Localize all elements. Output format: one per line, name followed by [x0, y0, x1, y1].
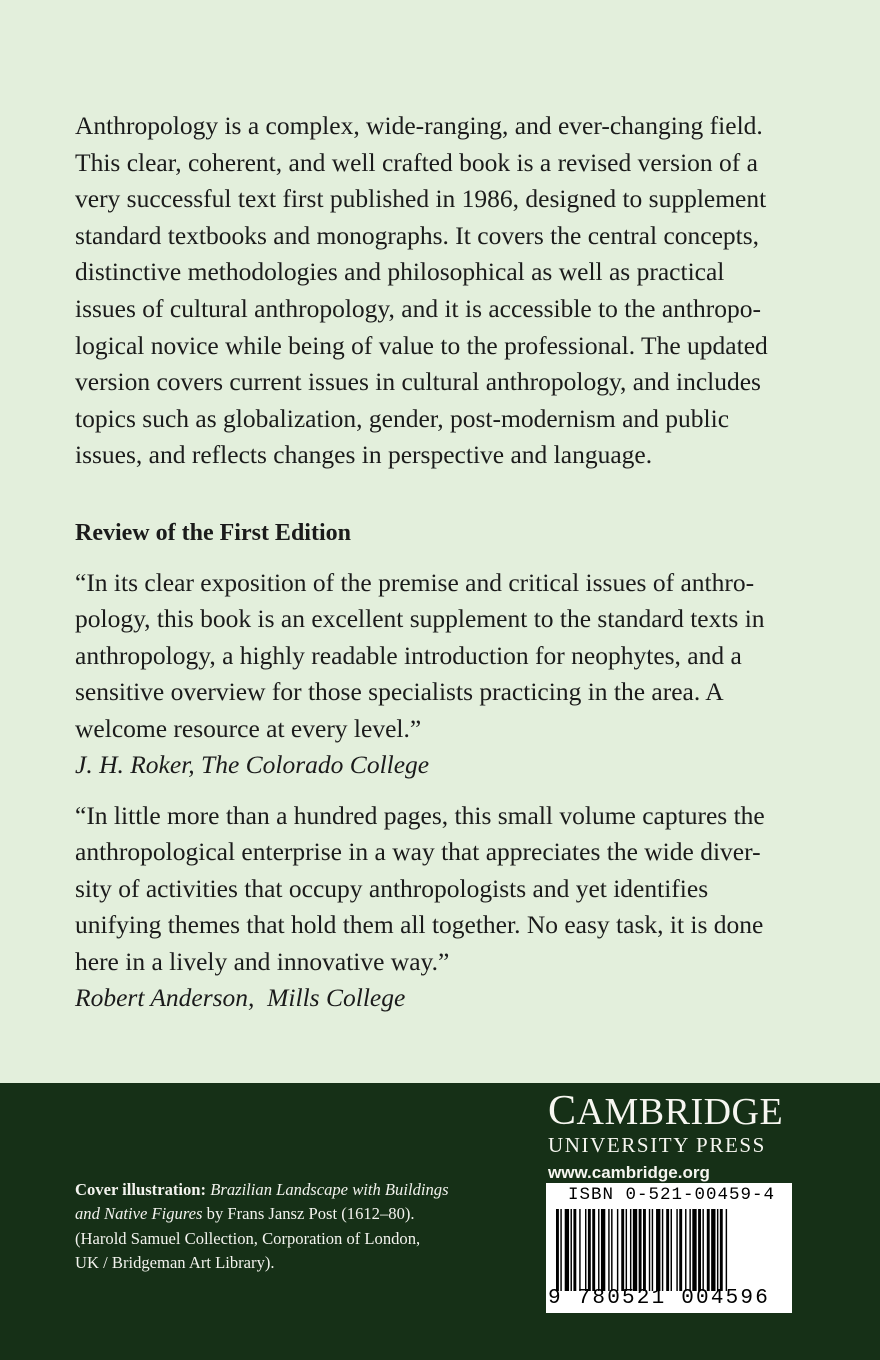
artwork-title: Brazilian Landscape with Buildings — [210, 1180, 449, 1199]
quote-line: here in a lively and innovative way.” — [75, 946, 450, 976]
quote-line: sity of activities that occupy anthropologists and yet identifies — [75, 873, 709, 903]
description-line: very successful text first published in 1986, designed to supplement — [75, 184, 767, 214]
description-line: standard textbooks and monographs. It covers the central concepts, — [75, 220, 760, 250]
barcode-bars — [554, 1209, 784, 1291]
collection-credit: (Harold Samuel Collection, Corporation of London, — [75, 1228, 421, 1248]
publisher-logo — [548, 1088, 798, 1184]
quote-attribution: Robert Anderson, Mills College — [75, 983, 406, 1013]
description-line: This clear, coherent, and well crafted book is a revised version of a — [75, 147, 758, 177]
isbn-barcode — [546, 1183, 792, 1313]
description-line: distinctive methodologies and philosophical as well as practical — [75, 257, 725, 287]
ean-number: 9 780521 004596 — [548, 1287, 771, 1310]
review-heading: Review of the First Edition — [75, 520, 351, 546]
review-quote-1 — [75, 565, 815, 783]
publisher-url: www.cambridge.org — [548, 1163, 710, 1182]
isbn-number: ISBN 0-521-00459-4 — [568, 1185, 776, 1205]
quote-line: anthropology, a highly readable introduction for neophytes, and a — [75, 640, 742, 670]
publisher-name: CAMBRIDGE — [548, 1088, 784, 1134]
description-line: logical novice while being of value to the professional. The updated — [75, 330, 768, 360]
description-line: version covers current issues in cultural anthropology, and includes — [75, 367, 761, 397]
review-quote-2 — [75, 798, 815, 1016]
quote-line: anthropological enterprise in a way that appreciates the wide diver- — [75, 837, 761, 867]
credit-label: Cover illustration: — [75, 1180, 207, 1199]
quote-line: sensitive overview for those specialists practicing in the area. A — [75, 677, 724, 707]
book-description — [75, 108, 810, 474]
quote-line: pology, this book is an excellent supplement to the standard texts in — [75, 604, 765, 634]
collection-credit: UK / Bridgeman Art Library). — [75, 1253, 275, 1273]
quote-line: welcome resource at every level.” — [75, 713, 422, 743]
description-line: Anthropology is a complex, wide-ranging, and ever-changing field. — [75, 111, 763, 140]
quote-line: “In its clear exposition of the premise and critical issues of anthro- — [75, 568, 755, 597]
back-cover-footer — [0, 1083, 880, 1360]
description-line: issues of cultural anthropology, and it is accessible to the anthropo- — [75, 293, 761, 323]
artist-credit: by Frans Jansz Post (1612–80). — [206, 1204, 415, 1224]
artwork-title: and Native Figures — [75, 1204, 203, 1224]
quote-line: “In little more than a hundred pages, this small volume captures the — [75, 801, 765, 830]
description-line: issues, and reflects changes in perspective and language. — [75, 440, 653, 470]
publisher-subtitle: UNIVERSITY PRESS — [548, 1133, 766, 1157]
quote-attribution: J. H. Roker, The Colorado College — [75, 750, 430, 780]
description-line: topics such as globalization, gender, post-modernism and public — [75, 403, 730, 433]
cover-illustration-credit — [75, 1178, 505, 1276]
quote-line: unifying themes that hold them all together. No easy task, it is done — [75, 910, 764, 940]
